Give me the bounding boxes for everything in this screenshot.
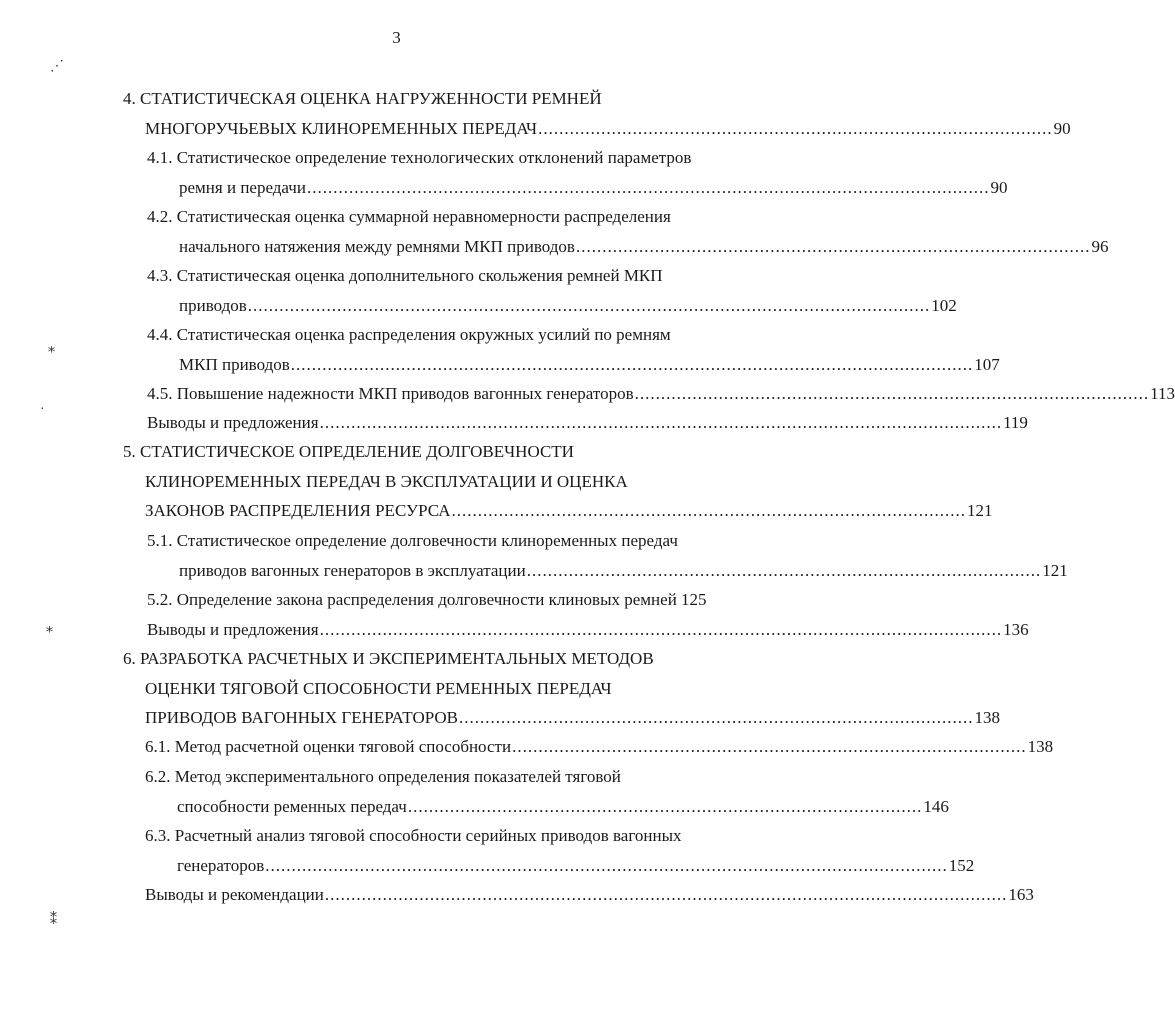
scan-speck: ⋰	[50, 59, 64, 74]
toc-line: 4.4. Статистическая оценка распределения окружных усилий по ремням	[147, 325, 671, 344]
page-number: 3	[392, 28, 401, 47]
toc-line	[179, 291, 957, 321]
dot-leader: ..................................................................................................	[634, 384, 1150, 403]
toc-page-number: 136	[1003, 620, 1029, 639]
dot-leader: ..................................................................................................................................	[319, 413, 1003, 432]
toc-text: начального натяжения между ремнями МКП приводов	[179, 237, 575, 256]
toc-text: МКП приводов	[179, 355, 290, 374]
scan-speck: ·	[40, 402, 45, 417]
toc-line	[145, 703, 1001, 733]
toc-line: 5. СТАТИСТИЧЕСКОЕ ОПРЕДЕЛЕНИЕ ДОЛГОВЕЧНОСТИ	[123, 442, 574, 461]
toc-text: ремня и передачи	[179, 178, 306, 197]
toc-text: МНОГОРУЧЬЕВЫХ КЛИНОРЕМЕННЫХ ПЕРЕДАЧ	[145, 119, 538, 138]
toc-line: ОЦЕНКИ ТЯГОВОЙ СПОСОБНОСТИ РЕМЕННЫХ ПЕРЕДАЧ	[145, 679, 612, 698]
toc-line	[145, 496, 993, 526]
toc-text: способности ременных передач	[177, 797, 407, 816]
toc-line	[145, 732, 1054, 762]
dot-leader: ..................................................................................................	[451, 501, 967, 520]
toc-text: генераторов	[177, 856, 265, 875]
toc-line	[179, 350, 1000, 380]
toc-text: ПРИВОДОВ ВАГОННЫХ ГЕНЕРАТОРОВ	[145, 708, 459, 727]
dot-leader: ..................................................................................................	[512, 737, 1027, 756]
toc-page-number: 138	[974, 708, 1001, 727]
dot-leader: ..................................................................................................................................	[306, 178, 990, 197]
toc-page-number: 102	[931, 296, 957, 315]
toc-page-number: 119	[1003, 413, 1028, 432]
toc-line: 4.2. Статистическая оценка суммарной неравномерности распределения	[147, 207, 671, 226]
toc-line	[145, 114, 1071, 144]
toc-page-number: 146	[923, 797, 949, 816]
toc-text: Выводы и предложения	[147, 620, 319, 639]
toc-text: Выводы и рекомендации	[145, 885, 324, 904]
toc-line	[147, 379, 1175, 409]
dot-leader: ..................................................................................................	[538, 119, 1053, 138]
toc-line	[177, 851, 975, 881]
toc-line: КЛИНОРЕМЕННЫХ ПЕРЕДАЧ В ЭКСПЛУАТАЦИИ И ОЦЕНКА	[145, 472, 628, 491]
toc-line: 4.3. Статистическая оценка дополнительного скольжения ремней МКП	[147, 266, 663, 285]
toc-line	[145, 880, 1034, 910]
toc-line	[147, 585, 737, 615]
dot-leader: ..................................................................................................................................	[247, 296, 931, 315]
toc-page-number: 121	[967, 501, 993, 520]
toc-text: 4.5. Повышение надежности МКП приводов вагонных генераторов	[147, 384, 634, 403]
toc-line: 6. РАЗРАБОТКА РАСЧЕТНЫХ И ЭКСПЕРИМЕНТАЛЬНЫХ МЕТОДОВ	[123, 649, 654, 668]
toc-line: 6.3. Расчетный анализ тяговой способности серийных приводов вагонных	[145, 826, 682, 845]
toc-text: приводов вагонных генераторов в эксплуатации	[179, 561, 526, 580]
toc-text: Выводы и предложения	[147, 413, 319, 432]
toc-page-number: 163	[1008, 885, 1034, 904]
toc-page-number: 125	[681, 590, 707, 609]
toc-line	[147, 408, 1028, 438]
dot-leader: ..................................................................................................................................	[319, 620, 1003, 639]
toc-line	[179, 556, 1068, 586]
toc-line	[177, 792, 949, 822]
toc-page-number: 113	[1150, 384, 1175, 403]
toc-line: 5.1. Статистическое определение долговечности клиноременных передач	[147, 531, 678, 550]
toc-page-number: 152	[948, 856, 975, 875]
toc-line	[147, 615, 1029, 645]
toc-page-number: 107	[974, 355, 1000, 374]
dot-leader: ..................................................................................................	[526, 561, 1042, 580]
toc-page-number: 90	[1053, 119, 1071, 138]
dot-leader: ..................................................................................................................................	[290, 355, 974, 374]
toc-text: приводов	[179, 296, 247, 315]
toc-text: 5.2. Определение закона распределения долговечности клиновых ремней	[147, 590, 677, 609]
toc-text: 6.1. Метод расчетной оценки тяговой способности	[145, 737, 512, 756]
toc-line	[179, 173, 1008, 203]
toc-line	[179, 232, 1109, 262]
toc-page-number: 90	[990, 178, 1008, 197]
dot-leader: ..................................................................................................	[407, 797, 923, 816]
toc-page-number: 96	[1091, 237, 1109, 256]
scan-speck: ⁎	[48, 341, 55, 356]
dot-leader: ..................................................................................................	[575, 237, 1091, 256]
toc-line: 6.2. Метод экспериментального определения показателей тяговой	[145, 767, 621, 786]
toc-page-number: 121	[1042, 561, 1068, 580]
toc-text: ЗАКОНОВ РАСПРЕДЕЛЕНИЯ РЕСУРСА	[145, 501, 451, 520]
dot-leader: ..................................................................................................	[459, 708, 974, 727]
toc-page-number: 138	[1027, 737, 1054, 756]
dot-leader: ..................................................................................................................................	[265, 856, 948, 875]
dot-leader: ..................................................................................................................................	[324, 885, 1008, 904]
toc-line: 4. СТАТИСТИЧЕСКАЯ ОЦЕНКА НАГРУЖЕННОСТИ РЕМНЕЙ	[123, 89, 602, 108]
scan-speck: ⁑	[50, 913, 57, 928]
toc-line: 4.1. Статистическое определение технологических отклонений параметров	[147, 148, 692, 167]
scan-speck: ⁎	[46, 621, 53, 636]
